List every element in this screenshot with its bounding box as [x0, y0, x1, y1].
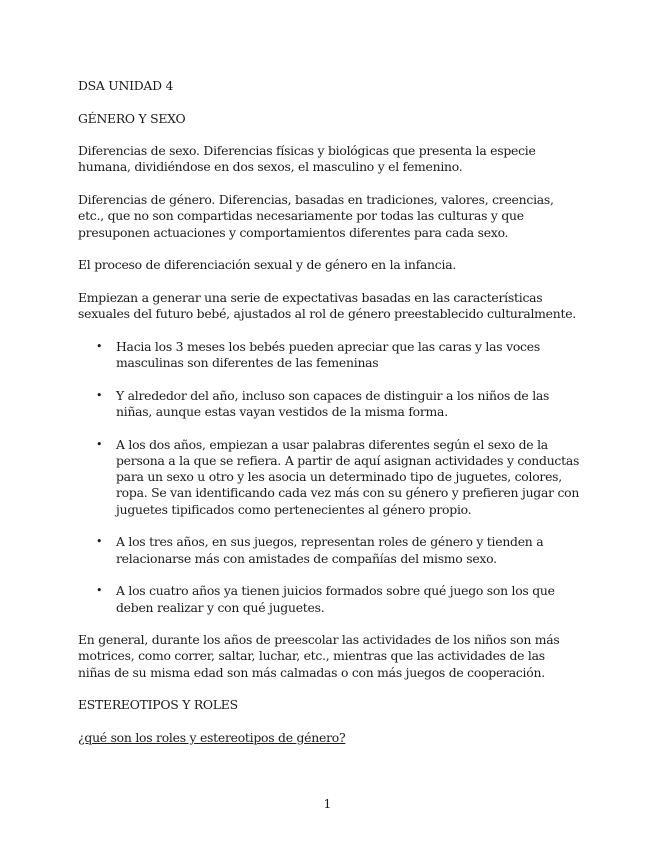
- bullet-icon: •: [96, 584, 103, 598]
- paragraph-differentiation-process: El proceso de diferenciación sexual y de género en la infancia.: [78, 257, 457, 273]
- list-item-text: A los cuatro años ya tienen juicios formados sobre qué juego son los que deben realizar y con qué juguetes.: [116, 583, 555, 615]
- list-item: [78, 339, 580, 372]
- paragraph-sex-differences: Diferencias de sexo. Diferencias físicas y biológicas que presenta la especie humana, dividiéndose en dos sexos, el masculino y el femenino.: [78, 143, 536, 175]
- list-item: [78, 388, 580, 421]
- list-item-text: Y alrededor del año, incluso son capaces de distinguir a los niños de las niñas, aunque estas vayan vestidos de la misma forma.: [116, 387, 550, 419]
- bullet-icon: •: [96, 535, 103, 549]
- list-item: [78, 583, 580, 616]
- list-item-text: Hacia los 3 meses los bebés pueden apreciar que las caras y las voces masculinas son diferentes de las femeninas: [116, 338, 540, 371]
- roles-stereotypes-link[interactable]: ¿qué son los roles y estereotipos de género?: [78, 729, 346, 745]
- bullet-icon: •: [96, 339, 103, 353]
- paragraph-preschool-activities: En general, durante los años de preescolar las actividades de los niños son más motrices, como correr, saltar, luchar, etc., mientras que las actividades de las niñas de su misma edad son más calmadas o con más juegos de cooperación.: [78, 632, 560, 680]
- unit-title: DSA UNIDAD 4: [78, 78, 174, 93]
- paragraph-gender-differences: Diferencias de género. Diferencias, basadas en tradiciones, valores, creencias, etc., que no son compartidas necesariamente por todas las culturas y que presuponen actuaciones y comportamientos diferentes para cada sexo.: [78, 192, 554, 240]
- list-item-text: A los dos años, empiezan a usar palabras diferentes según el sexo de la persona a la que se refiera. A partir de aquí asignan actividades y conductas para un sexo u otro y les asocia un determinado tipo de juguetes, colores, ropa. Se van identificando cada vez más con su género y prefieren jugar con juguetes tipificados como pertenecientes al género propio.: [116, 436, 580, 517]
- paragraph-expectations: Empiezan a generar una serie de expectativas basadas en las características sexuales del futuro bebé, ajustados al rol de género preestablecido culturalmente.: [78, 289, 576, 322]
- bullet-icon: •: [96, 388, 103, 402]
- development-bullet-list: [78, 339, 580, 616]
- page-number: 1: [323, 796, 332, 811]
- section-title: GÉNERO Y SEXO: [78, 110, 186, 126]
- subsection-title: ESTEREOTIPOS Y ROLES: [78, 697, 238, 713]
- list-item: [78, 534, 580, 567]
- bullet-icon: •: [96, 437, 103, 451]
- document-body: [78, 78, 580, 762]
- list-item-text: A los tres años, en sus juegos, representan roles de género y tienden a relacionarse más con amistades de compañías del mismo sexo.: [116, 534, 544, 566]
- list-item: [78, 437, 580, 518]
